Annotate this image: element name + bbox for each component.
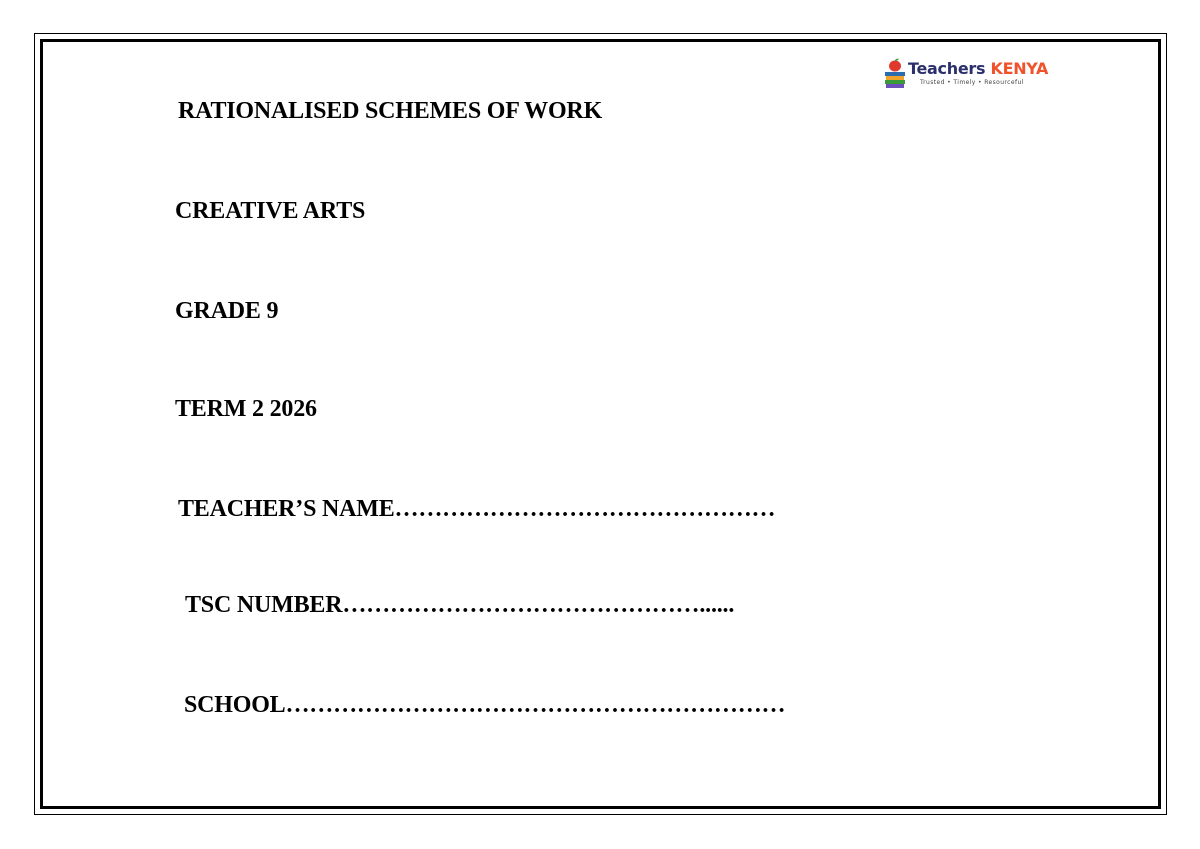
teachers-kenya-logo xyxy=(884,58,1049,92)
document-title: RATIONALISED SCHEMES OF WORK xyxy=(178,98,603,124)
teacher-name-field: TEACHER’S NAME………………………………………… xyxy=(178,496,776,522)
logo-tagline: Trusted • Timely • Resourceful xyxy=(920,79,1024,86)
logo-word-teachers: Teachers xyxy=(908,59,986,78)
tsc-number-field: TSC NUMBER………………………………………...... xyxy=(185,592,735,618)
school-field: SCHOOL……………………………………………………… xyxy=(184,692,786,718)
term-line: TERM 2 2026 xyxy=(175,396,317,422)
logo-wordmark xyxy=(908,59,1048,78)
subject-line: CREATIVE ARTS xyxy=(175,198,366,224)
apple-books-icon xyxy=(884,58,906,90)
logo-word-kenya: KENYA xyxy=(990,59,1049,78)
grade-line: GRADE 9 xyxy=(175,298,279,324)
